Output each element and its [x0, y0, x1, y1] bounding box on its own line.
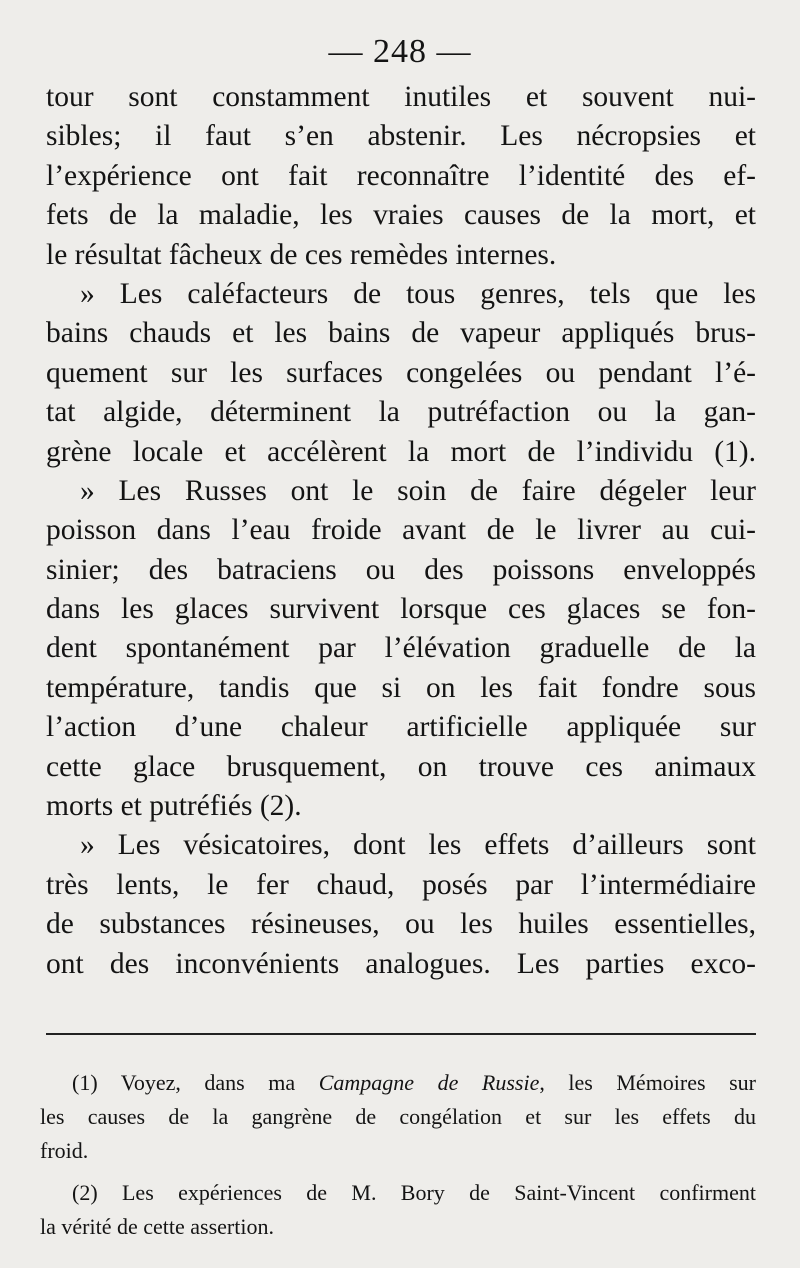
text-line: bains chauds et les bains de vapeur appliqués brus-	[46, 317, 756, 350]
page-number: — 248 —	[328, 33, 472, 70]
footnote-1-line	[40, 1066, 756, 1100]
footnote-1-text: (1) Voyez, dans ma	[72, 1070, 319, 1095]
text-line: morts et putréfiés (2).	[46, 790, 302, 823]
text-line: » Les Russes ont le soin de faire dégeler leur	[80, 474, 756, 507]
footnote-2-line: (2) Les expériences de M. Bory de Saint-Vincent confirment	[72, 1180, 756, 1205]
text-line: ont des inconvénients analogues. Les parties exco-	[46, 947, 756, 980]
footnote-2-line: la vérité de cette assertion.	[40, 1214, 274, 1239]
text-line: » Les vésicatoires, dont les effets d’ailleurs sont	[80, 829, 756, 862]
text-line: tat algide, déterminent la putréfaction ou la gan-	[46, 396, 756, 429]
text-line: température, tandis que si on les fait fondre sous	[46, 671, 756, 704]
text-line: de substances résineuses, ou les huiles essentielles,	[46, 908, 756, 941]
text-line: » Les caléfacteurs de tous genres, tels que les	[80, 277, 756, 310]
text-line: grène locale et accélèrent la mort de l’individu (1).	[46, 435, 756, 468]
text-line: dent spontanément par l’élévation graduelle de la	[46, 632, 756, 665]
footnote-1-line: les causes de la gangrène de congélation et sur les effets du	[40, 1104, 756, 1129]
footnotes	[40, 1066, 756, 1244]
text-line: sibles; il faut s’en abstenir. Les nécropsies et	[46, 120, 756, 153]
text-line: cette glace brusquement, on trouve ces animaux	[46, 750, 756, 783]
footnote-separator	[46, 1033, 756, 1035]
text-line: très lents, le fer chaud, posés par l’intermédiaire	[46, 868, 756, 901]
text-line: l’action d’une chaleur artificielle appliquée sur	[46, 711, 756, 744]
text-line: dans les glaces survivent lorsque ces glaces se fon-	[46, 593, 756, 626]
text-line: fets de la maladie, les vraies causes de la mort, et	[46, 199, 756, 232]
text-line: quement sur les surfaces congelées ou pendant l’é-	[46, 356, 756, 389]
main-text	[46, 78, 756, 984]
text-line: l’expérience ont fait reconnaître l’identité des ef-	[46, 159, 756, 192]
text-line: tour sont constamment inutiles et souvent nui-	[46, 81, 756, 113]
text-line: sinier; des batraciens ou des poissons enveloppés	[46, 553, 756, 586]
text-line: le résultat fâcheux de ces remèdes internes.	[46, 238, 557, 271]
text-line: poisson dans l’eau froide avant de le livrer au cui-	[46, 514, 756, 547]
footnote-1-line: froid.	[40, 1138, 89, 1163]
footnote-1-text: , les Mémoires sur	[539, 1070, 757, 1095]
footnote-1-book-title: Campagne de Russie	[318, 1070, 540, 1095]
